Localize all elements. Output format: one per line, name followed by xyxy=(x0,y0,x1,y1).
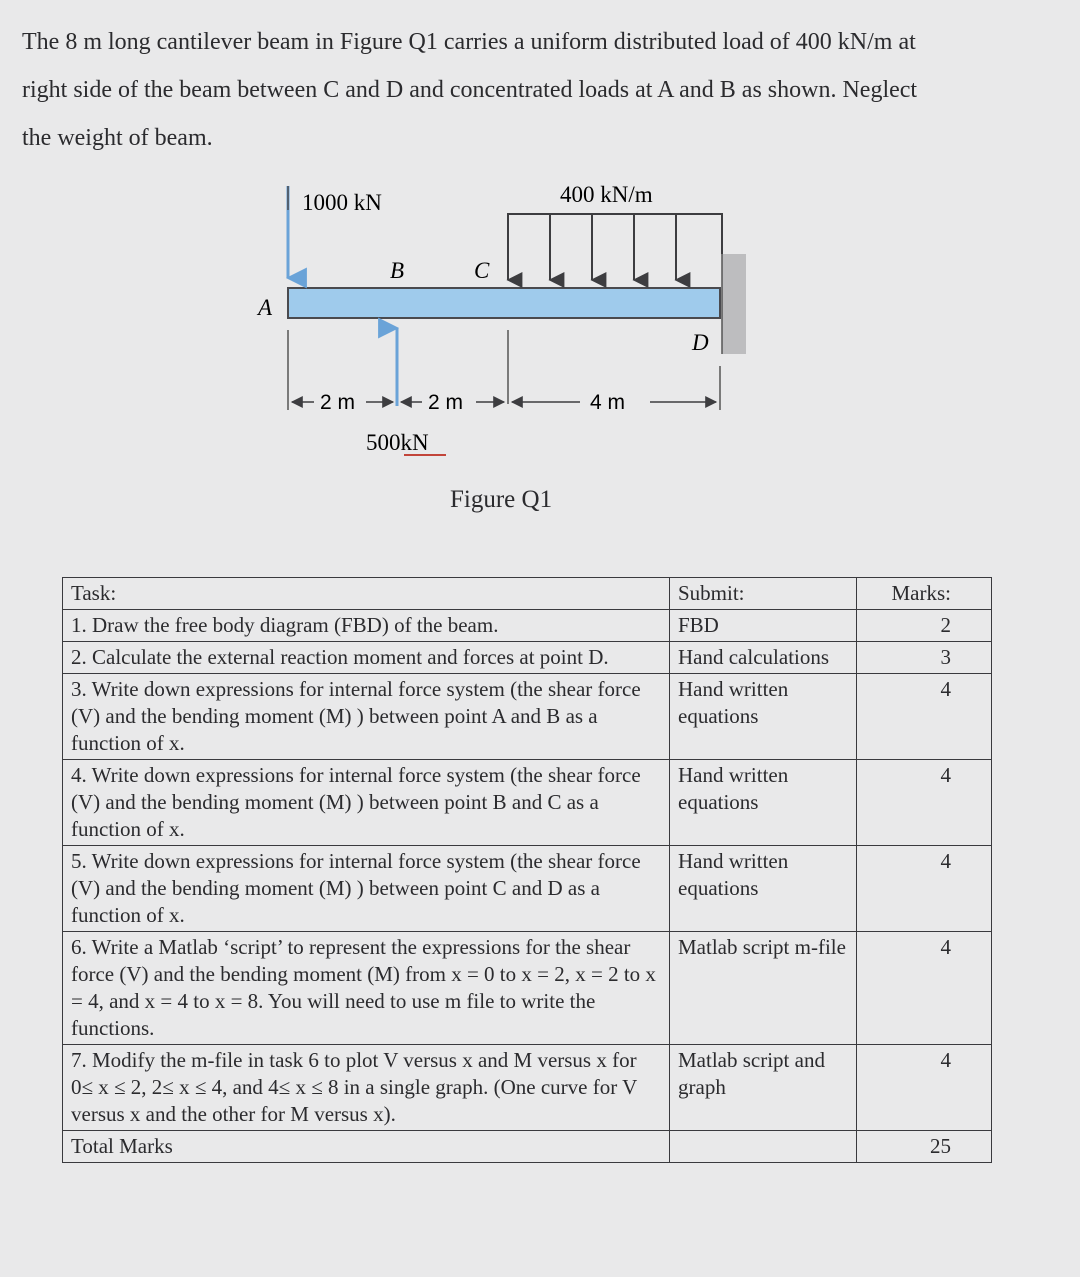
table-row xyxy=(63,1045,992,1131)
submit-cell: Matlab script m-file xyxy=(670,932,857,1045)
beam xyxy=(288,288,720,318)
submit-cell: FBD xyxy=(670,610,857,642)
marks-cell: 4 xyxy=(857,674,992,760)
marks-cell: 2 xyxy=(857,610,992,642)
submit-cell: Hand written equations xyxy=(670,760,857,846)
task-cell: 4. Write down expressions for internal force system (the shear force (V) and the bending moment (M) ) between point B and C as a function of x. xyxy=(63,760,670,846)
submit-cell: Hand calculations xyxy=(670,642,857,674)
intro-line-1: The 8 m long cantilever beam in Figure Q1 carries a uniform distributed load of 400 kN/m at xyxy=(22,29,916,55)
dim-cd-label: 4 m xyxy=(590,391,626,414)
point-b-label: B xyxy=(390,258,405,283)
task-cell: 6. Write a Matlab ‘script’ to represent the expressions for the shear force (V) and the bending moment (M) from x = 0 to x = 2, x = 2 to x = 4, and x = 4 to x = 8. You will need to use m file to write the functions. xyxy=(63,932,670,1045)
udl-label: 400 kN/m xyxy=(560,182,653,207)
intro-line-2: right side of the beam between C and D and concentrated loads at A and B as shown. Neglect xyxy=(22,77,918,103)
load-a-label: 1000 kN xyxy=(302,190,382,215)
point-a-label: A xyxy=(258,295,273,320)
table-row xyxy=(63,846,992,932)
table-row xyxy=(63,610,992,642)
figure-caption: Figure Q1 xyxy=(450,486,553,513)
intro-line-3: the weight of beam. xyxy=(22,125,213,151)
task-cell: 2. Calculate the external reaction moment and forces at point D. xyxy=(63,642,670,674)
load-b-label: 500kN xyxy=(366,430,429,455)
task-cell: 5. Write down expressions for internal force system (the shear force (V) and the bending moment (M) ) between point C and D as a function of x. xyxy=(63,846,670,932)
header-marks: Marks: xyxy=(857,578,992,610)
dim-ab-label: 2 m xyxy=(320,391,356,414)
marks-cell: 4 xyxy=(857,846,992,932)
header-task: Task: xyxy=(63,578,670,610)
total-spacer xyxy=(670,1131,857,1163)
table-row xyxy=(63,932,992,1045)
table-row xyxy=(63,674,992,760)
wall-support xyxy=(722,254,746,354)
dim-bc-label: 2 m xyxy=(428,391,464,414)
marks-cell: 3 xyxy=(857,642,992,674)
total-row xyxy=(63,1131,992,1163)
submit-cell: Matlab script and graph xyxy=(670,1045,857,1131)
header-submit: Submit: xyxy=(670,578,857,610)
marks-cell: 4 xyxy=(857,1045,992,1131)
total-label: Total Marks xyxy=(63,1131,670,1163)
table-row xyxy=(63,642,992,674)
point-d-label: D xyxy=(692,330,709,355)
problem-statement xyxy=(22,18,1022,162)
task-cell: 7. Modify the m-file in task 6 to plot V versus x and M versus x for 0≤ x ≤ 2, 2≤ x ≤ 4, and 4≤ x ≤ 8 in a single graph. (One curve for V versus x and the other for M versus x). xyxy=(63,1045,670,1131)
table-header-row xyxy=(63,578,992,610)
task-cell: 3. Write down expressions for internal force system (the shear force (V) and the bending moment (M) ) between point A and B as a function of x. xyxy=(63,674,670,760)
submit-cell: Hand written equations xyxy=(670,846,857,932)
task-table xyxy=(62,577,992,1163)
submit-cell: Hand written equations xyxy=(670,674,857,760)
point-c-label: C xyxy=(474,258,490,283)
marks-cell: 4 xyxy=(857,932,992,1045)
beam-figure xyxy=(240,170,760,470)
udl-arrows xyxy=(508,214,676,280)
marks-cell: 4 xyxy=(857,760,992,846)
udl-outline xyxy=(508,214,722,254)
task-cell: 1. Draw the free body diagram (FBD) of the beam. xyxy=(63,610,670,642)
total-value: 25 xyxy=(857,1131,992,1163)
table-row xyxy=(63,760,992,846)
